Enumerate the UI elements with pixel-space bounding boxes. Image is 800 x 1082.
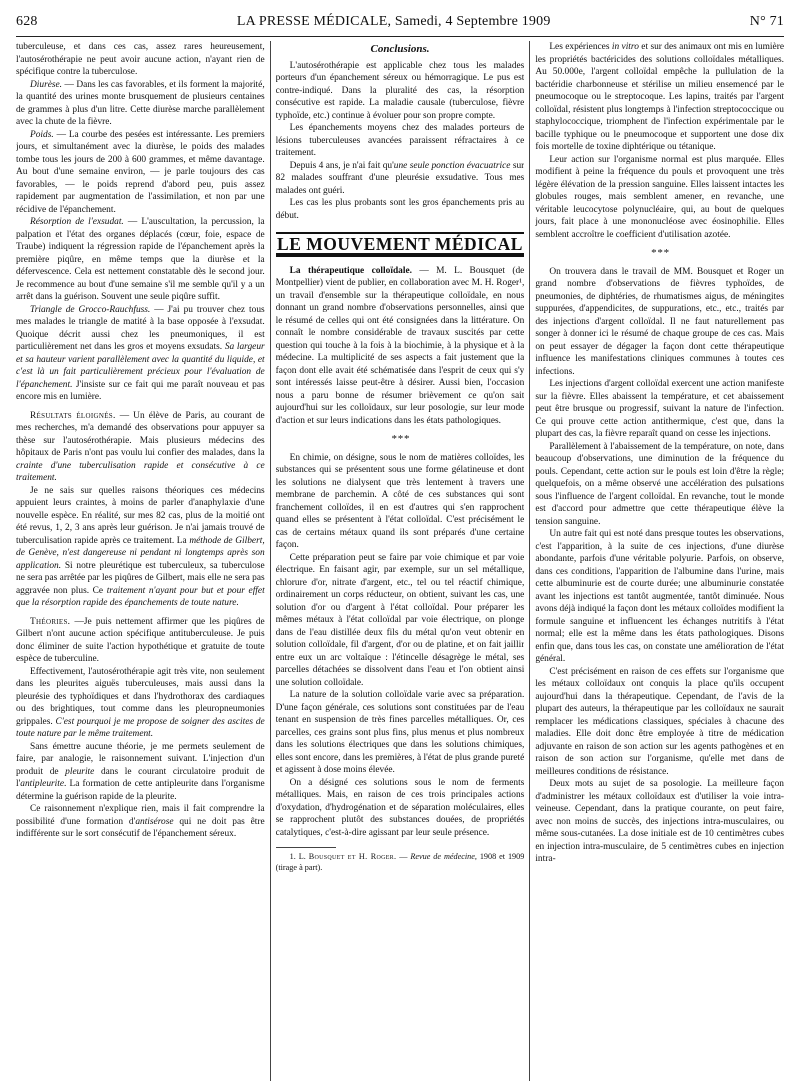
emphasis: Sa largeur et sa hauteur varient parallèlement avec la quantité du liquide, et c'est là un fait particulièrement précieux pour l'évaluation de l'épanchement.	[16, 342, 265, 390]
emphasis: in vitro	[611, 42, 639, 52]
text: , 1908 et 1909 (tirage à part).	[275, 852, 525, 872]
text: qui ne doit pas être indifférente sur le sort consécutif de l'épanchement séreux.	[16, 816, 265, 839]
conclusions-heading: Conclusions.	[370, 43, 430, 55]
text: Les expériences	[549, 42, 612, 52]
text: Effectivement, l'autosérothérapie agit très vite, non seulement dans les pleurites aiguës tuberculeuses, mais aussi dans la pleurésie des typhoïdiques et dans l'hydrothorax des cardiaques ou des brightiques, tout comme dans les pleuropneumonies grippales.	[16, 666, 265, 727]
paragraph	[16, 741, 265, 804]
paragraph: Leur action sur l'organisme normal est plus marquée. Elles modifient à peine la fréquence du pouls et provoquent une très légère élévation de la pression sanguine. Elles laissent intactes les globules rouges, mais semblent amener, en revanche, une véritable leucocytose polynucléaire, qui, au bout de quelques jours, fait place à une mononucléose avec éosinophilie. Elles semblent accroître le coefficient d'utilisation azotée.	[535, 154, 784, 240]
text: sur 82 malades souffrant d'une pleurésie exsudative. Tous mes malades ont guéri.	[275, 160, 525, 196]
journal-title: LA PRESSE MÉDICALE, Samedi, 4 Septembre 1909	[236, 14, 551, 29]
section-label: Résultats éloignés.	[30, 410, 116, 421]
paragraph: En chimie, on désigne, sous le nom de matières colloïdes, les substances qui se présentent sous une forme gélatineuse et dont les solutions ne dialysent que très lentement à travers une membrane de parchemin. A côté de ces substances qui sont franchement colloïdes, il en est d'autres qui s'en rapprochent quand elles se présentent à l'état colloïdal. C'est précisément le cas de certains métaux quand ils sont préparés d'une certaine façon.	[275, 452, 525, 550]
paragraph-resorption	[16, 216, 265, 304]
emphasis: C'est pourquoi je me propose de soigner des ascites de toute nature par le même traitement.	[16, 716, 265, 739]
paragraph: On a désigné ces solutions sous le nom de ferments métalliques. Mais, en raison de ces trois principales actions d'oxydation, d'hydrogénation et de séparation moléculaires, elles se rapprochent plutôt des substances douées, de propriétés catalytiques, c'est-à-dire agissant par leur seule présence.	[275, 777, 525, 838]
column-middle	[276, 41, 525, 1081]
asterism: * * *	[391, 433, 409, 445]
issue-number: N° 71	[749, 14, 784, 29]
text: — M. L. Bousquet (de Montpellier) vient de publier, en collaboration avec M. H. Roger¹, un travail d'ensemble sur la thérapeutique colloïdale, en nous donnant un grand nombre d'observations personnelles, ainsi que le résumé de celles qui ont été consignées dans la littérature. On connaît le nombre considérable de travaux suscités par cette question qui touche à la fois à la biochimie, à la physique et à la médecine. La multiplicité de ses aspects a fait justement que la façon dont elle avait été schématisée dans l'esprit de ceux qui s'y sont intéressés laisse peut-être à désirer. Aussi bien, l'occasion nous a paru bonne de résumer brièvement ce qu'on sait aujourd'hui sur les colloïdaux, sur leur posologie, sur leur mode d'action et sur leurs indications dans les états pathologiques.	[275, 265, 525, 426]
emphasis: une seule ponction évacuatrice	[393, 160, 511, 171]
text: . La formation de cette antipleurite dans l'organisme détermine la guérison rapide de la pleurite.	[16, 779, 265, 802]
paragraph: Les cas les plus probants sont les gros épanchements pris au début.	[275, 198, 525, 221]
footnote-rule	[276, 847, 336, 848]
emphasis: antisérose	[135, 816, 174, 827]
paragraph	[16, 803, 265, 841]
section-label: Résorption de l'exsudat.	[30, 217, 124, 227]
section-label: Triangle de Grocco-Rauchfuss.	[30, 304, 151, 315]
paragraph: Un autre fait qui est noté dans presque toutes les observations, c'est l'apparition, à la suite de ces injections, d'une diurèse abondante, parfois d'une véritable polyurie. Parfois, on observe, dans ces conditions, l'apparition de l'albumine dans l'urine, mais cette albuminurie est de courte durée; une albuminurie constatée avant les injections est tantôt augmentée, tantôt diminuée. Nous avons déjà indiqué la façon dont les métaux colloïdes modifient la formule sanguine et influencent les échanges nutritifs à l'état normal; elle est la même dans les états pathologiques. Disons enfin que, dans tous les cas, on constate une amélioration de l'état général.	[535, 529, 784, 664]
paragraph: Les injections d'argent colloïdal exercent une action manifeste sur la fièvre. Elles abaissent la température, et cet abaissement peut être brusque ou progressif, suivant la nature de l'infection. Ce qui prouve cette action antithermique, c'est que, dans la plupart des cas, la fièvre reparaît quand on cesse les injections.	[535, 379, 784, 439]
text: — J'ai pu trouver chez tous mes malades le triangle de matité à la base opposée à l'exsudat. Quoique décrit aussi chez les pneumoniques, il est particulièrement net dans les gros et moyens exsudats.	[16, 304, 265, 352]
column-right	[535, 41, 784, 1081]
paragraph	[16, 666, 265, 741]
paragraph-therapeutique	[276, 265, 525, 428]
column-divider	[529, 41, 530, 1081]
paragraph: On trouvera dans le travail de MM. Bousquet et Roger un grand nombre d'observations de fièvres typhoïdes, de pneumonies, de diphtéries, de rhumatismes aigus, de méningites suppurées, d'appendicites, de suppurations, etc., etc., traités par des injections d'argent colloïdal. Il ne faut naturellement pas songer à donner ici le résumé de chaque groupe de ces cas. Mais on peut essayer de dégager la façon dont cette thérapeutique influence les manifestations cliniques communes à toutes ces infections.	[535, 266, 784, 377]
emphasis: crainte d'une tuberculisation rapide et consécutive à ce traitement.	[16, 460, 265, 483]
journal-ref: Revue de médecine	[410, 852, 475, 861]
emphasis: traitement n'ayant pour but et pour effet que la résorption rapide des épanchements de toute nature.	[16, 585, 265, 608]
paragraph	[276, 160, 525, 198]
paragraph-resultats	[16, 410, 265, 485]
text: J'insiste sur ce fait qui me paraît nouveau et pas encore mis en lumière.	[16, 379, 265, 402]
page-header	[16, 14, 784, 37]
text: et sur des animaux ont mis en lumière les propriétés bactéricides des solutions colloïdales métalliques. Au 50.000e, l'argent colloïdal empêche la pullulation de la bactéridie charbonneuse et stérilise un milieu ensemencé par le pneumocoque ou le streptocoque. Les lapins, traités par l'argent colloïdal, résistent plus longtemps à l'infection streptococcique ou staphylococcique, triomphent de l'infection expérimentale par le bacille typhique ou le pneumocoque et supportent une dose dix fois mortelle de toxine diphtérique ou tétanique.	[535, 42, 784, 152]
paragraph-diurese	[16, 79, 265, 129]
text: Sans émettre aucune théorie, je me permets seulement de faire, par analogie, le raisonnement suivant. L'injection d'un produit de	[16, 741, 265, 777]
paragraph-theories	[16, 616, 265, 666]
paragraph	[535, 41, 784, 154]
text: 1. L.	[289, 852, 309, 861]
paragraph: Deux mots au sujet de sa posologie. La meilleure façon d'administrer les métaux colloïdaux est d'utiliser la voie intra-veineuse. Cependant, dans la pratique courante, on peut faire, avec non moins de succès, des injections intra-musculaires, ou même sous-cutanées. La dose initiale est de 10 centimètres cubes en injection intra-musculaire, de 5 centimètres cubes en injection intra-	[535, 779, 784, 864]
paragraph: Parallèlement à l'abaissement de la température, on note, dans beaucoup d'observations, une diminution de la fréquence du pouls. Cependant, cette action sur le pouls est loin d'être la règle; quelquefois, on a même observé une accélération des pulsations sous l'influence de l'argent colloïdal. En revanche, tout le monde est d'accord pour admettre que cette thérapeutique élève la tension sanguine.	[535, 441, 784, 527]
footnote	[276, 852, 525, 873]
article-title: La thérapeutique colloïdale.	[289, 265, 412, 276]
text: Ce raisonnement n'explique rien, mais il fait comprendre la possibilité d'une formation d'	[16, 804, 265, 827]
page-number: 628	[16, 14, 38, 29]
text: —	[396, 852, 411, 861]
paragraph: Cette préparation peut se faire par voie chimique et par voie électrique. En faisant agir, par exemple, sur un sel métallique, chlorure d'or, nitrate d'argent, etc., tel ou tel réactif chimique, ordinairement un corps réducteur, on obtient, suivant les cas, une solution d'or ou d'argent à l'état colloïdal. Pour préparer les mêmes métaux à l'état colloïdal par voie électrique, on plonge dans de l'eau distillée deux fils du métal qu'on veut obtenir en solution colloïdale, fil d'argent, d'or ou de platine, et on fait jaillir entre eux un arc voltaïque : l'étincelle désagrège le métal, ses parcelles détachées se dissolvent dans l'eau et l'on obtient ainsi une solution colloïdale.	[275, 552, 525, 688]
text: Je ne sais sur quelles raisons théoriques ces médecins appuient leurs craintes, à moins de parler d'anaphylaxie d'une nouvelle espèce. En réalité, sur mes 82 cas, plus de la moitié ont été revus, 1, 2, 3 ans après leur guérison. Je n'ai jamais trouvé de tuberculisation rapide après ce traitement. La	[16, 485, 265, 546]
section-banner: LE MOUVEMENT MÉDICAL	[276, 232, 525, 257]
section-label: Théories.	[30, 616, 71, 627]
paragraph: tuberculeuse, et dans ces cas, assez rares heureusement, l'autosérothérapie ne peut avoir aucune action, n'ayant rien de spécifique contre la tuberculose.	[16, 42, 265, 77]
text: Depuis 4 ans, je n'ai fait qu'	[289, 160, 394, 171]
authors: Bousquet et H. Roger.	[308, 852, 397, 861]
emphasis: antipleurite	[20, 779, 65, 789]
text: — L'auscultation, la percussion, la palpation et l'état des organes déplacés (cœur, foie, espace de Traube) indiquent la régression rapide de l'épanchement après la première piqûre, en même temps que la diurèse et la défervescence. Cela est nettement constatable dès le second jour. Je recommence au bout d'une semaine s'il me semble qu'il y a un arrêt dans la guérison. Souvent une seule piqûre suffit.	[16, 217, 265, 302]
text: — Dans les cas favorables, et ils forment la majorité, la quantité des urines monte brusquement de plusieurs centaines de grammes à plus d'un litre. Cette diurèse marche parallèlement avec la chute de la fièvre.	[16, 79, 265, 127]
paragraph: Les épanchements moyens chez des malades porteurs de lésions tuberculeuses avancées paraissent réfractaires à ce traitement.	[275, 123, 525, 158]
paragraph	[16, 485, 265, 610]
text: Si notre pleurétique est tuberculeux, sa tuberculose ne sera pas arrêtée par les piqûres de Gilbert, mais elle ne sera pas aggravée non plus. Ce	[16, 560, 265, 596]
paragraph-triangle	[16, 304, 265, 404]
paragraph-poids	[16, 129, 265, 217]
columns	[16, 41, 784, 1081]
paragraph: C'est précisément en raison de ces effets sur l'organisme que les métaux colloïdaux ont conquis la place qu'ils occupent aujourd'hui dans la thérapeutique. Cependant, de l'avis de la plupart des auteurs, la thérapeutique par les colloïdaux ne saurait remplacer les médications classiques, spéciales à chacune des maladies. Elle doit donc être employée à titre de médication adjuvante en raison de son action sur les agents pathogènes et en raison de son action sur l'organisme, qu'elle met dans de meilleures conditions de résistance.	[535, 666, 784, 777]
text: —Je puis nettement affirmer que les piqûres de Gilbert n'ont aucune action spécifique antituberculeuse. Je puis donc éliminer de suite l'action hypothétique et gratuite de toute espèce de tuberculine.	[16, 616, 265, 664]
paragraph: L'autosérothérapie est applicable chez tous les malades porteurs d'un épanchement séreux ou hémorragique. Le pus est contre-indiqué. Dans la pluralité des cas, la résorption consécutive est rapide. La maladie causale (tuberculose, fièvre typhoïde, etc.) continue à évoluer pour son propre compte.	[275, 60, 525, 121]
emphasis: méthode de Gilbert, de Genève, n'est dangereuse ni pendant ni longtemps après son application.	[16, 535, 265, 571]
text: — Un élève de Paris, au courant de mes recherches, m'a demandé des observations pour appuyer sa thèse sur l'autosérothérapie. Mais plusieurs médecins des hôpitaux de Paris n'ont pas voulu lui confier des malades, dans la	[16, 410, 265, 458]
column-divider	[270, 41, 271, 1081]
text: — La courbe des pesées est intéressante. Les premiers jours, et simultanément avec la diurèse, le poids des malades tombe tous les jours de 200 à 600 grammes, et même davantage. Au bout d'une semaine environ, — je parle toujours des cas favorables, — le poids reprend d'abord peu, puis assez rapidement par augmentation de l'assimilation, et non par une récidive de l'épanchement.	[16, 129, 265, 215]
asterism: * * *	[651, 247, 669, 259]
emphasis: pleurite	[65, 766, 95, 777]
text: dans le courant circulatoire produit de l'	[16, 766, 265, 789]
column-left	[16, 41, 265, 1081]
section-label: Poids.	[30, 129, 54, 140]
paragraph: La nature de la solution colloïdale varie avec sa préparation. D'une façon générale, ces solutions sont constituées par de l'eau tenant en suspension de très fines parcelles métalliques. Or, ces parcelles, ces grains sont plus fins, plus menus et plus nombreux dans les solutions électriques que dans les solutions chimiques, elles sont encore, dans les premières, à l'état de plus grande pureté et agissent à dose moins élevée.	[275, 690, 525, 775]
section-label: Diurèse.	[30, 79, 63, 90]
